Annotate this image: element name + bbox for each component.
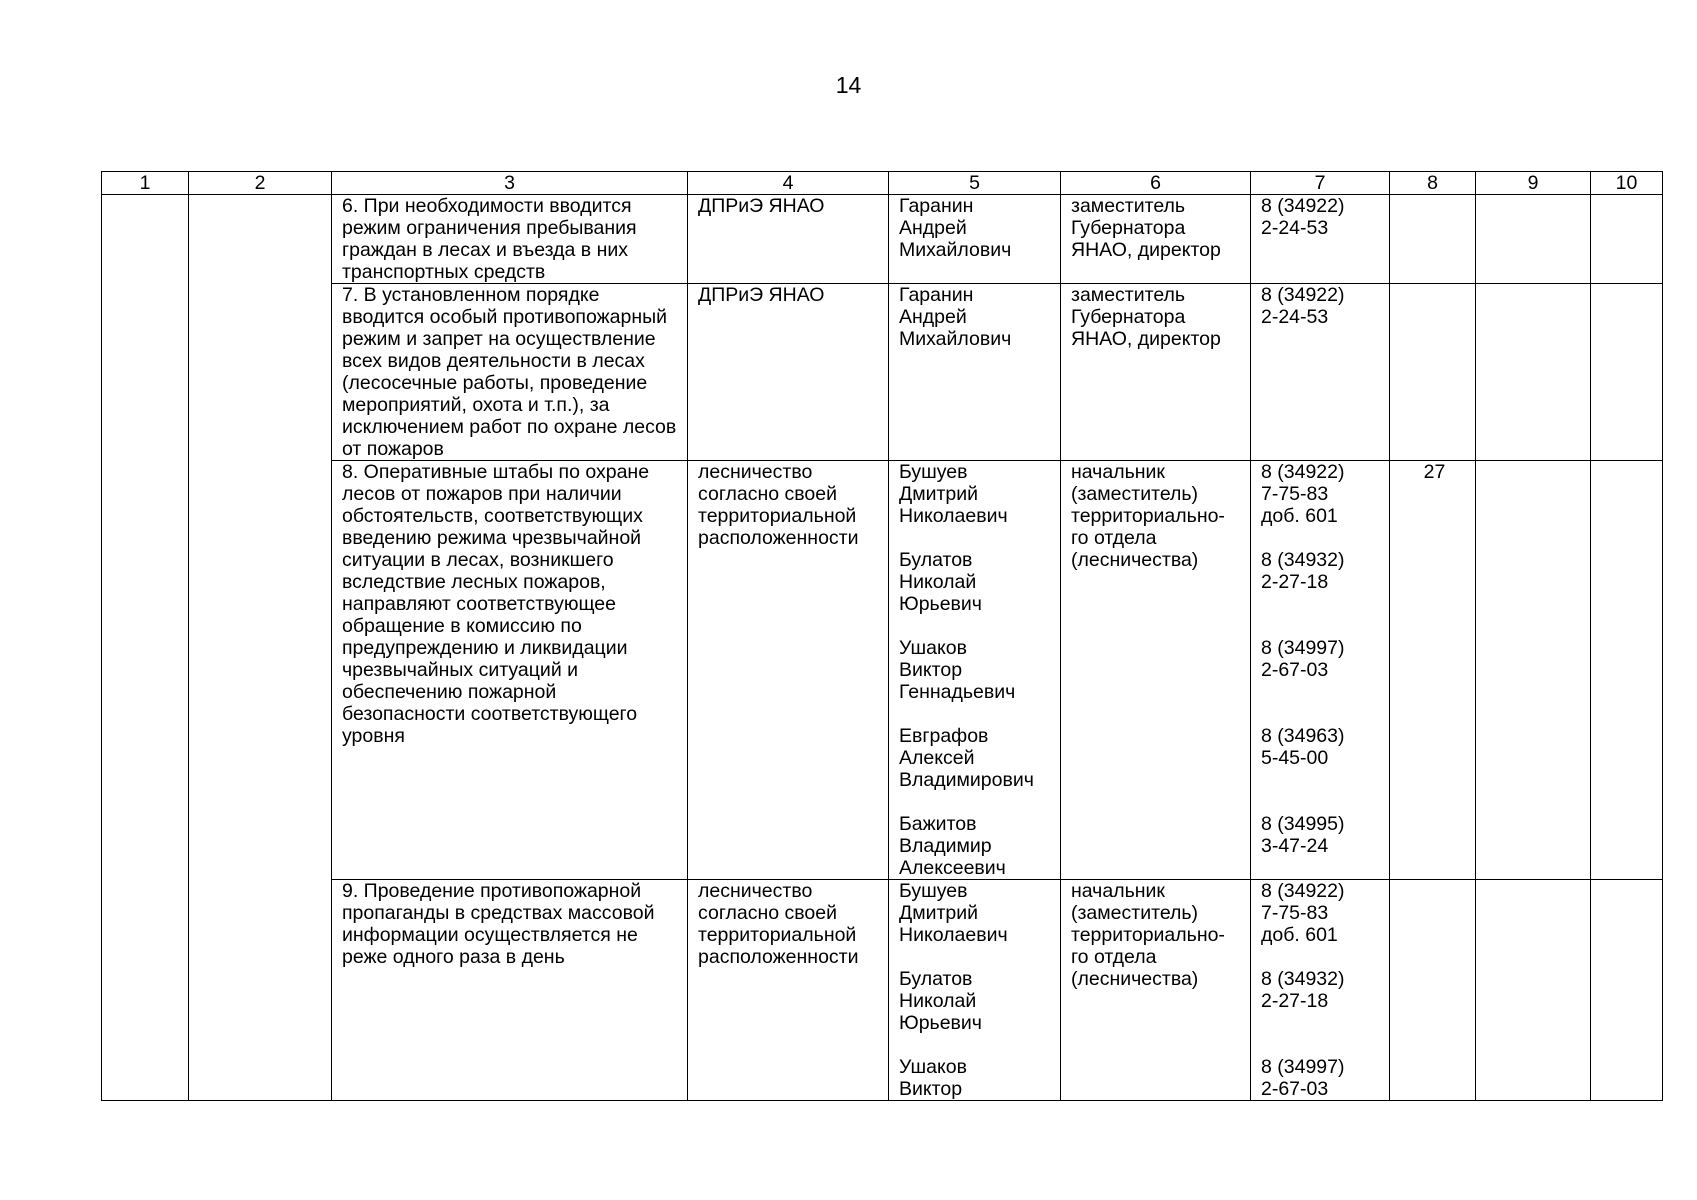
persons-cell: Гаранин Андрей Михайлович: [889, 284, 1061, 461]
column-header-4: 4: [688, 172, 889, 195]
phones-cell: 8 (34922) 2-24-53: [1251, 284, 1390, 461]
column-2-cell: [189, 195, 332, 1101]
column-9-cell: [1476, 195, 1591, 284]
column-8-cell: [1390, 284, 1476, 461]
column-9-cell: [1476, 284, 1591, 461]
position-cell: начальник (заместитель) территориально- го отдела (лесничества): [1061, 880, 1251, 1101]
persons-cell: Бушуев Дмитрий Николаевич Булатов Николай Юрьевич Ушаков Виктор Геннадьевич Евграфов Алексей Владимирович Бажитов Владимир Алексеевич: [889, 461, 1061, 880]
measure-cell: 9. Проведение противопожарной пропаганды в средствах массовой информации осуществляется не реже одного раза в день: [332, 880, 688, 1101]
measure-cell: 6. При необходимости вводится режим ограничения пребывания граждан в лесах и въезда в них транспортных средств: [332, 195, 688, 284]
column-header-5: 5: [889, 172, 1061, 195]
header-row: [102, 172, 1663, 195]
responsible-org-cell: ДПРиЭ ЯНАО: [688, 195, 889, 284]
column-10-cell: [1591, 461, 1663, 880]
table-row: [102, 461, 1663, 880]
measure-cell: 7. В установленном порядке вводится особый противопожарный режим и запрет на осуществление всех видов деятельности в лесах (лесосечные работы, проведение мероприятий, охота и т.п.), за исключением работ по охране лесов от пожаров: [332, 284, 688, 461]
page-number: 14: [835, 72, 862, 98]
position-cell: начальник (заместитель) территориально- го отдела (лесничества): [1061, 461, 1251, 880]
phones-cell: 8 (34922) 7-75-83 доб. 601 8 (34932) 2-27-18 8 (34997) 2-67-03: [1251, 880, 1390, 1101]
persons-cell: Гаранин Андрей Михайлович: [889, 195, 1061, 284]
column-header-1: 1: [102, 172, 189, 195]
table-row: [102, 284, 1663, 461]
table-row: [102, 195, 1663, 284]
measure-cell: 8. Оперативные штабы по охране лесов от пожаров при наличии обстоятельств, соответствующих введению режима чрезвычайной ситуации в лесах, возникшего вследствие лесных пожаров, направляют соответствующее обращение в комиссию по предупреждению и ликвидации чрезвычайных ситуаций и обеспечению пожарной безопасности соответствующего уровня: [332, 461, 688, 880]
responsible-org-cell: ДПРиЭ ЯНАО: [688, 284, 889, 461]
column-header-3: 3: [332, 172, 688, 195]
phones-cell: 8 (34922) 2-24-53: [1251, 195, 1390, 284]
column-header-6: 6: [1061, 172, 1251, 195]
column-8-cell: 27: [1390, 461, 1476, 880]
position-cell: заместитель Губернатора ЯНАО, директор: [1061, 284, 1251, 461]
phones-cell: 8 (34922) 7-75-83 доб. 601 8 (34932) 2-27-18 8 (34997) 2-67-03 8 (34963) 5-45-00 8 (34995) 3-47-24: [1251, 461, 1390, 880]
position-cell: заместитель Губернатора ЯНАО, директор: [1061, 195, 1251, 284]
column-10-cell: [1591, 195, 1663, 284]
column-10-cell: [1591, 284, 1663, 461]
column-10-cell: [1591, 880, 1663, 1101]
column-header-10: 10: [1591, 172, 1663, 195]
persons-cell: Бушуев Дмитрий Николаевич Булатов Николай Юрьевич Ушаков Виктор: [889, 880, 1061, 1101]
column-header-8: 8: [1390, 172, 1476, 195]
responsible-org-cell: лесничество согласно своей территориальной расположенности: [688, 461, 889, 880]
table-row: [102, 880, 1663, 1101]
column-9-cell: [1476, 461, 1591, 880]
column-header-7: 7: [1251, 172, 1390, 195]
measures-table: [101, 171, 1663, 1101]
column-header-2: 2: [189, 172, 332, 195]
responsible-org-cell: лесничество согласно своей территориальной расположенности: [688, 880, 889, 1101]
column-8-cell: [1390, 880, 1476, 1101]
column-8-cell: [1390, 195, 1476, 284]
column-9-cell: [1476, 880, 1591, 1101]
column-header-9: 9: [1476, 172, 1591, 195]
column-1-cell: [102, 195, 189, 1101]
